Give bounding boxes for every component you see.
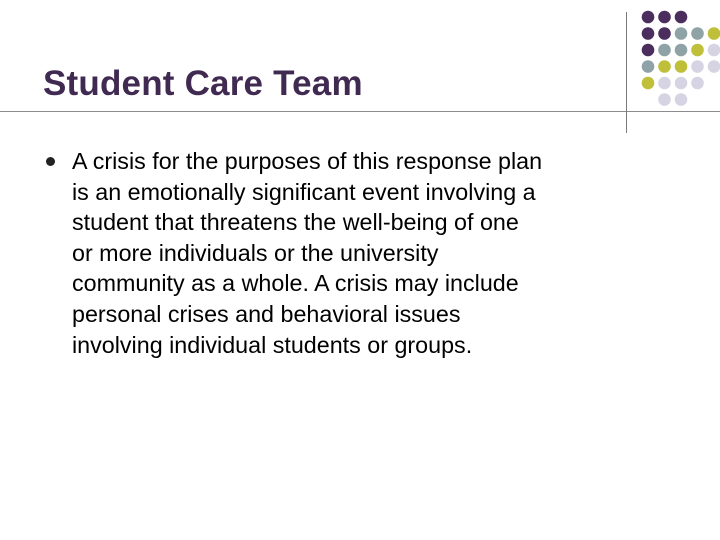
decorative-dot — [642, 60, 655, 73]
decorative-dot — [642, 77, 655, 90]
decorative-dot — [658, 77, 671, 90]
bullet-line: or more individuals or the university — [72, 239, 439, 266]
bullet-line: A crisis for the purposes of this response plan — [72, 148, 543, 174]
bullet-dot-icon — [46, 157, 55, 166]
decorative-dot — [658, 44, 671, 57]
slide-title: Student Care Team — [43, 64, 363, 103]
decorative-dot — [658, 93, 671, 106]
slide-body — [46, 146, 686, 360]
decorative-dot — [675, 44, 688, 57]
decorative-dot — [675, 77, 688, 90]
decorative-dot — [708, 44, 720, 57]
bullet-line: student that threatens the well-being of one — [72, 209, 519, 236]
decorative-dot — [642, 44, 655, 57]
dot-grid-graphic — [641, 10, 720, 120]
decorative-dot — [675, 60, 688, 73]
bullet-line: community as a whole. A crisis may include — [72, 270, 519, 297]
decorative-dot — [675, 27, 688, 40]
bullet-line: involving individual students or groups. — [72, 331, 473, 358]
decorative-dot — [691, 77, 704, 90]
decorative-dot — [691, 44, 704, 57]
decorative-dot — [658, 27, 671, 40]
vertical-divider — [626, 12, 627, 133]
decorative-dot — [691, 60, 704, 73]
decorative-dot — [675, 93, 688, 106]
decorative-dot — [658, 60, 671, 73]
title-divider — [0, 111, 720, 112]
decorative-dot — [691, 27, 704, 40]
bullet-item — [46, 146, 686, 360]
decorative-dot — [708, 27, 720, 40]
decorative-dot — [675, 11, 688, 24]
decorative-dot — [642, 11, 655, 24]
decorative-dot — [708, 60, 720, 73]
decorative-dot — [642, 27, 655, 40]
decorative-dot-grid — [641, 10, 720, 120]
bullet-list — [46, 146, 686, 360]
bullet-line: is an emotionally significant event involving a — [72, 178, 536, 205]
decorative-dot — [658, 11, 671, 24]
bullet-line: personal crises and behavioral issues — [72, 300, 461, 327]
